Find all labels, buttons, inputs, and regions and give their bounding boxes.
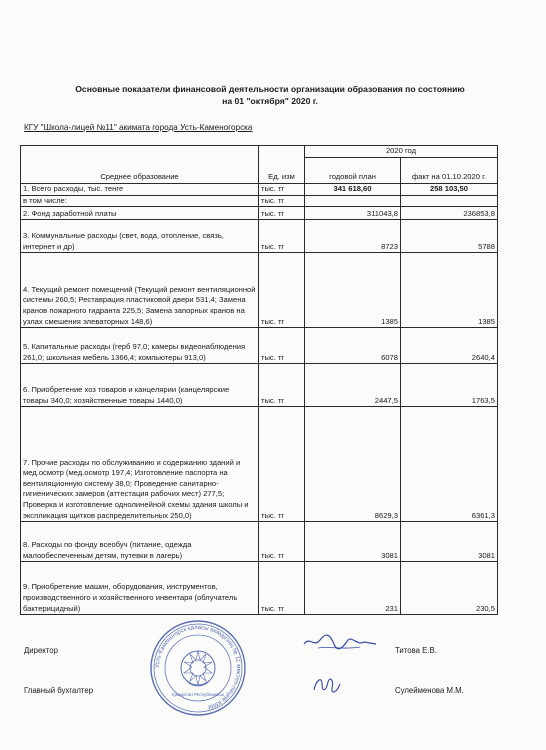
financial-table [20,145,498,615]
row-plan: 8629,3 [305,407,401,522]
accountant-signature [308,672,348,698]
row-fact: 2640,4 [401,328,498,364]
row-unit: тыс. тг [259,253,305,328]
table-row [21,184,498,196]
row-plan: 3081 [305,522,401,562]
table-row [21,562,498,615]
accountant-name: Сулейменова М.М. [395,686,464,695]
table-row [21,195,498,207]
row-text: 9. Приобретение машин, оборудования, инструментов, производственного и хозяйственного инвентаря (облучатель бактерицидный) [21,562,259,615]
row-unit: тыс. тг [259,207,305,220]
row-plan: 341 618,60 [305,184,401,196]
kazakhstan-emblem-icon [181,651,215,686]
director-signature [300,630,380,654]
row-text: 7. Прочие расходы по обслуживанию и содержанию зданий и мед.осмотр (мед.осмотр 197,4; Изготовление паспорта на вентиляционную систему 38,0; Проведение санитарно-гигиенических замеров (аттестация рабочих мест) 277,5; Проверка и изготовление однолинейной схемы здания школы и экспликация щитков распределительных 250,0) [21,407,259,522]
stamp-outer-text: Усть-Каменогорск қаласы әкімдігінің № 11 мектеп-лицейі КММ [154,624,242,710]
row-plan: 2447,5 [305,364,401,407]
header-education: Среднее образование [21,146,259,184]
title-line-1: Основные показатели финансовой деятельности организации образования по состоянию [75,84,465,94]
row-unit: тыс. тг [259,184,305,196]
row-text: 4. Текущий ремонт помещений (Текущий ремонт вентиляционной системы 260,5; Реставрация пластиковой двери 531,4; Замена кранов пожарного гидранта 225,5; Замена запорных кранов на узлах смешения элеваторных 148,6) [21,253,259,328]
row-fact: 1763,5 [401,364,498,407]
row-fact: 258 103,50 [401,184,498,196]
header-plan: годовой план [305,158,401,184]
row-fact: 236853,8 [401,207,498,220]
row-fact [401,195,498,207]
row-plan [305,195,401,207]
director-label: Директор [24,646,58,655]
row-fact: 3081 [401,522,498,562]
header-unit: Ед. изм [259,146,305,184]
table-row [21,522,498,562]
title-line-2: на 01 "октября" 2020 г. [222,96,318,106]
row-text: 1. Всего расходы, тыс. тенге [21,184,259,196]
header-fact: факт на 01.10.2020 г. [401,158,498,184]
document-title [40,83,500,107]
row-text: 3. Коммунальные расходы (свет, вода, отопление, связь, интернет и др) [21,220,259,253]
row-plan: 1385 [305,253,401,328]
row-unit: тыс. тг [259,364,305,407]
row-plan: 311043,8 [305,207,401,220]
table-row [21,207,498,220]
table-row [21,328,498,364]
row-plan: 231 [305,562,401,615]
row-unit: тыс. тг [259,328,305,364]
table-row [21,253,498,328]
table-row [21,220,498,253]
row-plan: 6078 [305,328,401,364]
row-unit: тыс. тг [259,562,305,615]
row-plan: 8723 [305,220,401,253]
table-row [21,364,498,407]
director-name: Титова Е.В. [395,646,437,655]
row-unit: тыс. тг [259,195,305,207]
accountant-label: Главный бухгалтер [24,686,94,695]
row-unit: тыс. тг [259,220,305,253]
table-row [21,407,498,522]
row-fact: 5788 [401,220,498,253]
row-text: в том числе: [21,195,259,207]
row-text: 8. Расходы по фонду всеобуч (питание, одежда малообеспеченным детям, путевки в лагерь) [21,522,259,562]
header-row-year [21,146,498,158]
row-fact: 6361,3 [401,407,498,522]
row-text: 2. Фонд заработной платы [21,207,259,220]
row-unit: тыс. тг [259,407,305,522]
row-fact: 230,5 [401,562,498,615]
stamp-inner-text: Қазақстан Республикасы [172,692,224,697]
header-year: 2020 год [305,146,498,158]
row-fact: 1385 [401,253,498,328]
row-unit: тыс. тг [259,522,305,562]
official-stamp [148,618,248,718]
organization-name: КГУ "Школа-лицей №11" акимата города Усть-Каменогорска [24,123,253,132]
row-text: 5. Капитальные расходы (герб 97,0; камеры видеонаблюдения 261,0; школьная мебель 1366,4; компьютеры 913,0) [21,328,259,364]
row-text: 6. Приобретение хоз товаров и канцелярии (канцелярские товары 340,0; хозяйственные товары 1440,0) [21,364,259,407]
